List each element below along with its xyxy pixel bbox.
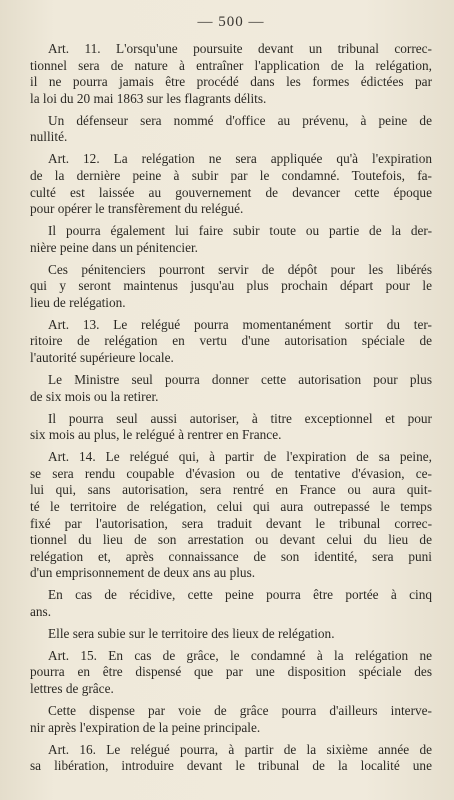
text-line: sa libération, introduire devant le tribunal de la localité une (30, 758, 432, 774)
text-line: tionnel du lieu de son arrestation ou devant celui du lieu de (30, 532, 432, 548)
text-line: la loi du 20 mai 1863 sur les flagrants délits. (30, 90, 267, 106)
text-line: six mois au plus, le relégué à rentrer en France. (30, 427, 282, 443)
paragraph (30, 113, 432, 146)
paragraph (30, 41, 432, 107)
text-line: Le Ministre seul pourra donner cette autorisation pour plus (48, 372, 432, 388)
text-line: nullité. (30, 129, 68, 145)
text-line: de la dernière peine à subir par le condamné. Toutefois, fa- (30, 167, 432, 183)
text-line: nière peine dans un pénitencier. (30, 239, 198, 255)
text-line: té le territoire de relégation, celui qui aura outrepassé le temps (30, 498, 432, 514)
text-line: culté est laissée au gouvernement de devancer cette époque (30, 184, 432, 200)
text-line: pourra en être dispensé que par une disposition spéciale des (30, 664, 432, 680)
text-line: lettres de grâce. (30, 681, 114, 697)
text-line: Elle sera subie sur le territoire des lieux de relégation. (48, 625, 335, 641)
text-line: d'un emprisonnement de deux ans au plus. (30, 565, 256, 581)
text-line: se sera rendu coupable d'évasion ou de tentative d'évasion, ce- (30, 465, 432, 481)
text-line: lui qui, sans autorisation, sera rentré en France ou aura quit- (30, 482, 432, 498)
paragraph (30, 648, 432, 698)
paragraph (30, 411, 432, 444)
text-line: En cas de récidive, cette peine pourra être portée à cinq (48, 587, 432, 603)
text-line: l'autorité supérieure locale. (30, 350, 174, 366)
text-line: qui y seront maintenus jusqu'au plus prochain départ pour le (30, 278, 432, 294)
text-line: relégation et, après connaissance de son identité, sera puni (30, 548, 432, 564)
text-line: Art. 12. La relégation ne sera appliquée qu'à l'expiration (48, 151, 432, 167)
text-line: Cette dispense par voie de grâce pourra d'ailleurs interve- (48, 703, 432, 719)
text-line: Art. 16. Le relégué pourra, à partir de la sixième année de (48, 741, 432, 757)
paragraph (30, 449, 432, 582)
text-line: de six mois ou la retirer. (30, 388, 159, 404)
body-text (30, 41, 432, 775)
text-line: ans. (30, 603, 52, 619)
text-line: Art. 11. L'orsqu'une poursuite devant un tribunal correc- (48, 41, 432, 56)
paragraph (30, 703, 432, 736)
text-line: il ne pourra jamais être procédé dans les formes édictées par (30, 74, 432, 90)
paragraph (30, 742, 432, 775)
text-line: Il pourra seul aussi autoriser, à titre exceptionnel et pour (48, 410, 432, 426)
paragraph (30, 223, 432, 256)
text-line: Il pourra également lui faire subir toute ou partie de la der- (48, 223, 432, 239)
text-line: Un défenseur sera nommé d'office au prévenu, à peine de (48, 112, 432, 128)
text-line: Art. 15. En cas de grâce, le condamné à la relégation ne (48, 647, 432, 663)
text-line: Art. 13. Le relégué pourra momentanément sortir du ter- (48, 316, 432, 332)
paragraph (30, 587, 432, 620)
paragraph (30, 626, 432, 643)
text-line: tionnel sera de nature à entraîner l'application de la relégation, (30, 57, 432, 73)
text-line: lieu de relégation. (30, 294, 126, 310)
paragraph (30, 151, 432, 217)
text-line: fixé par l'autorisation, sera traduit devant le tribunal correc- (30, 515, 432, 531)
text-line: nir après l'expiration de la peine principale. (30, 719, 261, 735)
text-line: ritoire de relégation en vertu d'une autorisation spéciale de (30, 333, 432, 349)
text-line: Art. 14. Le relégué qui, à partir de l'expiration de sa peine, (48, 449, 432, 465)
paragraph (30, 262, 432, 312)
page-number: — 500 — (197, 14, 265, 30)
paragraph (30, 372, 432, 405)
paragraph (30, 317, 432, 367)
text-line: pour opérer le transfèrement du relégué. (30, 201, 244, 217)
text-line: Ces pénitenciers pourront servir de dépôt pour les libérés (48, 261, 432, 277)
